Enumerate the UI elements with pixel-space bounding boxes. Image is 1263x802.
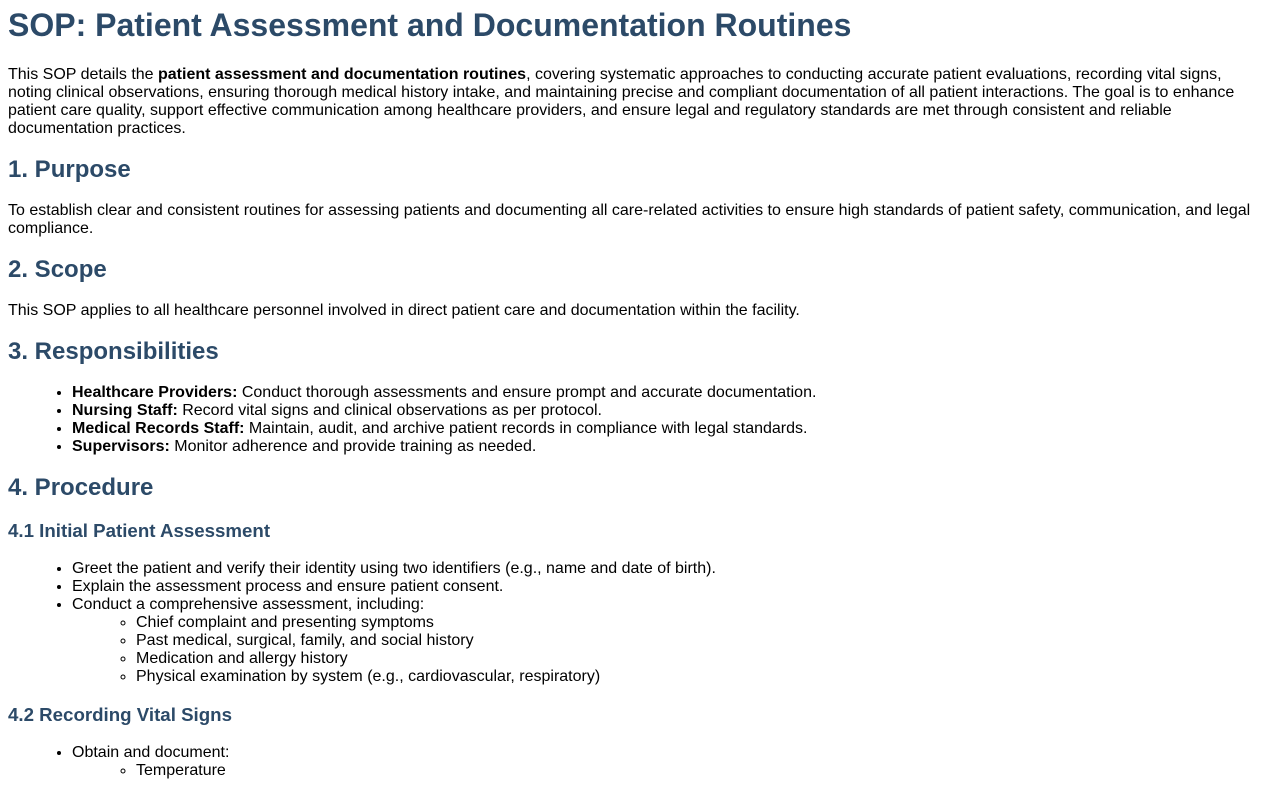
intro-text-end: , covering systematic approaches to conducting accurate patient evaluations, recording vital signs, noting clinical observations, ensuring thorough medical history intake, and maintaining precise and compliant documentation of all patient interactions. The goal is to enhance patient care quality, support effective communication among healthcare providers, and ensure legal and regulatory standards are met through consistent and reliable documentation practices. [8,66,1235,137]
role-description: Maintain, audit, and archive patient records in compliance with legal standards. [244,420,808,437]
role-label: Healthcare Providers: [72,384,238,401]
list-item [72,420,1255,438]
sop-document [0,6,1263,780]
list-item [72,438,1255,456]
responsibilities-list [8,384,1255,456]
list-item: ◦ Past medical, surgical, family, and social history [136,632,1255,650]
list-item: • Greet the patient and verify their identity using two identifiers (e.g., name and date of birth). [72,560,1255,578]
subsection-heading-initial-assessment: 4.1 Initial Patient Assessment [8,520,271,541]
intro-text-start: This SOP details the [8,66,158,83]
list-item: • Explain the assessment process and ensure patient consent. [72,578,1255,596]
role-label: Supervisors: [72,438,170,455]
section-heading-purpose: 1. Purpose [8,156,131,183]
vital-signs-list [8,744,1255,780]
page-title: SOP: Patient Assessment and Documentation Routines [8,7,852,43]
assessment-components-list [72,614,1255,686]
list-item [72,744,1255,780]
purpose-text: To establish clear and consistent routines for assessing patients and documenting all care-related activities to ensure high standards of patient safety, communication, and legal compliance. [8,202,1251,237]
scope-text: This SOP applies to all healthcare personnel involved in direct patient care and documentation within the facility. [8,302,800,319]
section-heading-responsibilities: 3. Responsibilities [8,338,219,365]
list-item-text: Conduct a comprehensive assessment, including: [72,596,425,613]
initial-assessment-list [8,560,1255,686]
list-item: ◦ Physical examination by system (e.g., cardiovascular, respiratory) [136,668,1255,686]
section-heading-scope: 2. Scope [8,256,107,283]
list-item: ◦ Chief complaint and presenting symptoms [136,614,1255,632]
intro-paragraph [8,66,1255,138]
list-item: ◦ Temperature [136,762,1255,780]
role-label: Nursing Staff: [72,402,178,419]
role-description: Record vital signs and clinical observations as per protocol. [177,402,602,419]
list-item: ◦ Medication and allergy history [136,650,1255,668]
list-item [72,384,1255,402]
vital-signs-sublist [72,762,1255,780]
intro-emphasis: patient assessment and documentation routines [158,66,527,83]
list-item [72,596,1255,686]
list-item-text: Obtain and document: [72,744,230,761]
list-item [72,402,1255,420]
role-label: Medical Records Staff: [72,420,245,437]
subsection-heading-vital-signs: 4.2 Recording Vital Signs [8,704,232,725]
role-description: Monitor adherence and provide training as needed. [169,438,537,455]
section-heading-procedure: 4. Procedure [8,474,154,501]
role-description: Conduct thorough assessments and ensure prompt and accurate documentation. [237,384,817,401]
